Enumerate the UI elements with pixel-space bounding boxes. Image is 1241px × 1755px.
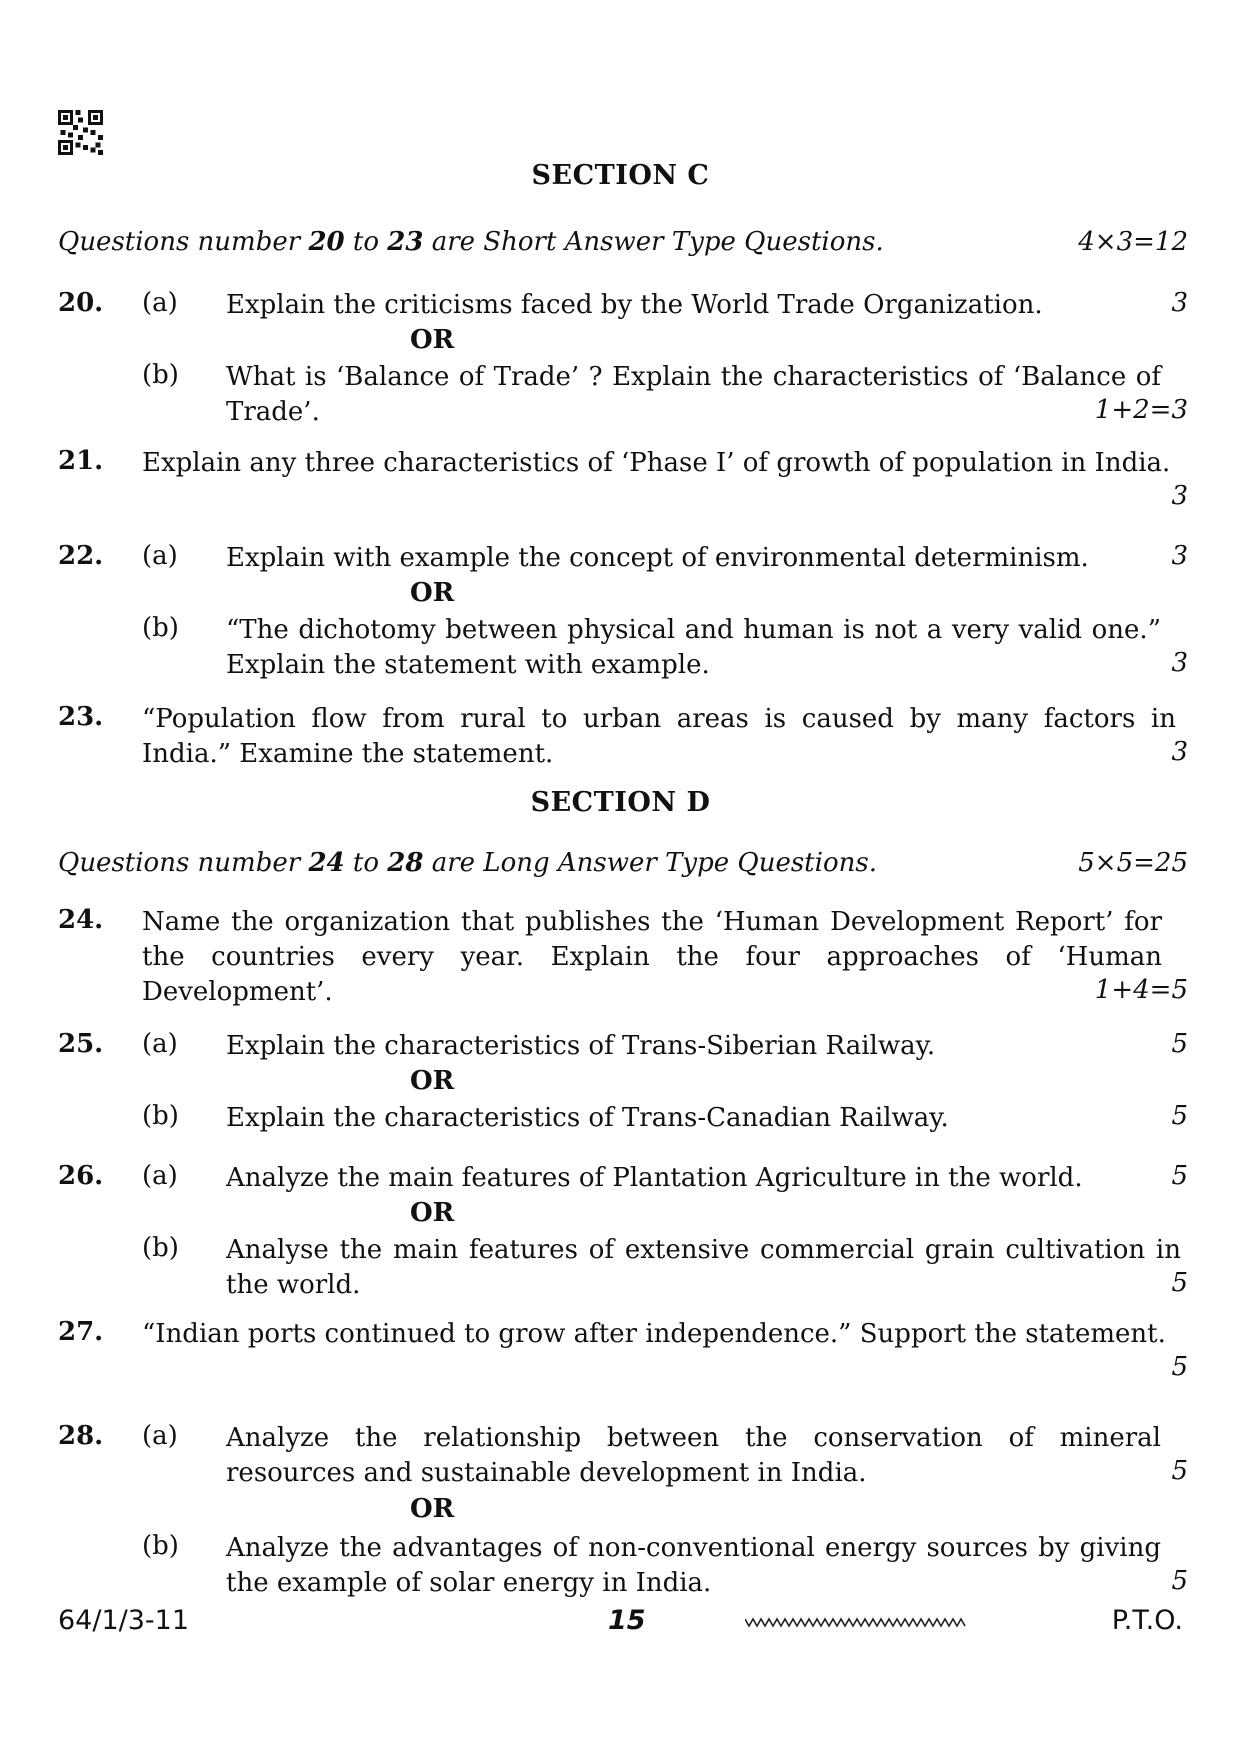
or-label: OR <box>410 1066 455 1096</box>
marks: 5 <box>1171 1456 1188 1486</box>
marks: 5 <box>1171 1352 1188 1382</box>
part-label: (a) <box>142 1421 178 1451</box>
question-22 <box>58 541 1188 680</box>
marks: 1+2=3 <box>1094 395 1188 425</box>
question-text: Analyze the relationship between the conservation of mineral resources and sustainable development in India. <box>226 1423 1161 1488</box>
question-number: 22. <box>58 541 104 571</box>
question-text: Analyze the main features of Plantation Agriculture in the world. <box>226 1163 1083 1193</box>
or-label: OR <box>410 325 455 355</box>
question-number: 25. <box>58 1029 104 1059</box>
section-c-marks: 4×3=12 <box>1078 227 1188 257</box>
part-label: (a) <box>142 1029 178 1059</box>
part-label: (b) <box>142 1233 179 1263</box>
page-footer <box>58 1605 1183 1645</box>
marks: 3 <box>1171 541 1188 571</box>
question-text: Explain the characteristics of Trans-Canadian Railway. <box>226 1103 949 1133</box>
question-21 <box>58 446 1188 516</box>
pto-label: P.T.O. <box>1111 1605 1183 1636</box>
marks: 5 <box>1171 1101 1188 1131</box>
qr-code-icon <box>58 110 103 155</box>
question-text: Name the organization that publishes the ‘Human Development Report’ for the countries every year. Explain the four approaches of ‘Human Development’. <box>142 907 1162 1007</box>
marks: 3 <box>1171 737 1188 767</box>
question-text: Explain the characteristics of Trans-Siberian Railway. <box>226 1031 936 1061</box>
part-label: (a) <box>142 288 178 318</box>
question-24 <box>58 905 1188 1010</box>
section-d-instruction: Questions number 24 to 28 are Long Answer Type Questions. 5×5=25 <box>58 848 1188 878</box>
section-d-title: SECTION D <box>530 787 711 818</box>
section-c-instruction: Questions number 20 to 23 are Short Answer Type Questions. 4×3=12 <box>58 227 1188 257</box>
question-number: 21. <box>58 446 104 476</box>
or-label: OR <box>410 1494 455 1524</box>
question-number: 24. <box>58 905 104 935</box>
question-27 <box>58 1317 1188 1387</box>
question-text: “The dichotomy between physical and human is not a very valid one.” Explain the statement with example. <box>226 615 1161 680</box>
question-text: Analyse the main features of extensive commercial grain cultivation in the world. <box>226 1235 1181 1300</box>
part-label: (b) <box>142 1101 179 1131</box>
or-label: OR <box>410 1198 455 1228</box>
marks: 5 <box>1171 1161 1188 1191</box>
or-label: OR <box>410 578 455 608</box>
marks: 5 <box>1171 1029 1188 1059</box>
marks: 3 <box>1171 288 1188 318</box>
marks: 3 <box>1171 648 1188 678</box>
paper-code: 64/1/3-11 <box>58 1605 190 1636</box>
question-text: “Population flow from rural to urban areas is caused by many factors in India.” Examine the statement. <box>142 704 1176 769</box>
question-28 <box>58 1421 1188 1601</box>
marks: 3 <box>1171 481 1188 511</box>
marks: 1+4=5 <box>1094 975 1188 1005</box>
section-d-marks: 5×5=25 <box>1078 848 1188 878</box>
question-number: 28. <box>58 1421 104 1451</box>
part-label: (b) <box>142 360 179 390</box>
question-number: 20. <box>58 288 104 318</box>
question-number: 26. <box>58 1161 104 1191</box>
question-number: 23. <box>58 702 104 732</box>
part-label: (b) <box>142 613 179 643</box>
part-label: (b) <box>142 1531 179 1561</box>
part-label: (a) <box>142 1161 178 1191</box>
question-text: Analyze the advantages of non-conventional energy sources by giving the example of solar energy in India. <box>226 1533 1161 1598</box>
question-text: Explain any three characteristics of ‘Phase I’ of growth of population in India. <box>142 448 1171 478</box>
wavy-line-icon <box>745 1615 967 1629</box>
page-number: 15 <box>608 1605 646 1636</box>
question-23 <box>58 702 1188 772</box>
question-text: “Indian ports continued to grow after independence.” Support the statement. <box>142 1319 1166 1349</box>
marks: 5 <box>1171 1268 1188 1298</box>
section-c-title: SECTION C <box>531 160 710 191</box>
question-text: Explain with example the concept of environmental determinism. <box>226 543 1089 573</box>
marks: 5 <box>1171 1566 1188 1596</box>
question-25 <box>58 1029 1188 1139</box>
question-26 <box>58 1161 1188 1301</box>
question-text: Explain the criticisms faced by the World Trade Organization. <box>226 290 1043 320</box>
question-text: What is ‘Balance of Trade’ ? Explain the characteristics of ‘Balance of Trade’. <box>226 362 1161 427</box>
question-number: 27. <box>58 1317 104 1347</box>
part-label: (a) <box>142 541 178 571</box>
question-20 <box>58 288 1188 427</box>
